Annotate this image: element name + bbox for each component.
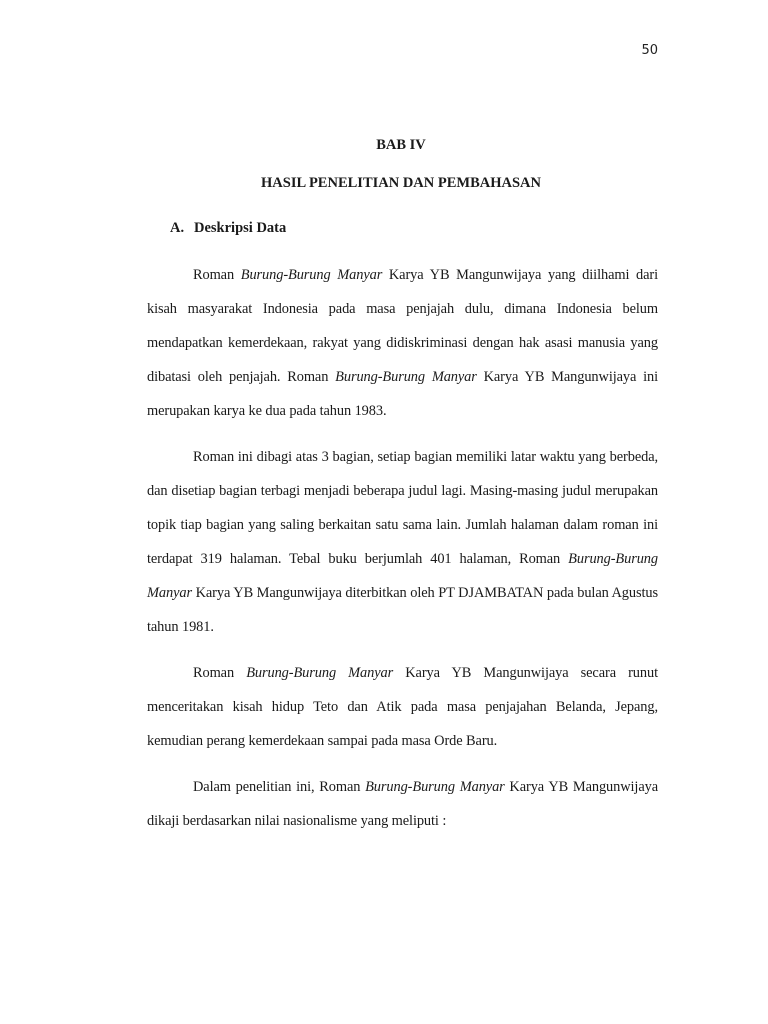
paragraph-text: Dalam penelitian ini, Roman (193, 779, 366, 795)
paragraph-text: Karya YB Mangunwijaya diterbitkan oleh PT DJAMBATAN pada bulan Agustus tahun 1981. (147, 585, 658, 635)
section-marker: A. (170, 220, 185, 236)
paragraph-1 (147, 258, 658, 428)
paragraph-2 (147, 440, 658, 644)
paragraph-text: Karya YB Mangunwijaya ini merupakan karya ke dua pada tahun 1983. (147, 369, 659, 419)
section-title: Deskripsi Data (194, 220, 287, 236)
paragraph-text: Karya YB Mangunwijaya dikaji berdasarkan nilai nasionalisme yang meliputi : (147, 779, 658, 829)
chapter-title: HASIL PENELITIAN DAN PEMBAHASAN (261, 175, 541, 191)
paragraph-text: Roman (193, 665, 247, 681)
chapter-label: BAB IV (376, 137, 426, 153)
paragraph-4 (147, 770, 658, 838)
book-title-italic: Burung-Burung Manyar (147, 551, 658, 601)
book-title-italic: Burung-Burung Manyar (246, 665, 394, 681)
paragraph-3 (147, 656, 658, 758)
page-number: 50 (641, 43, 658, 58)
book-title-italic: Burung-Burung Manyar (365, 779, 505, 795)
paragraph-text: Roman ini dibagi atas 3 bagian, setiap bagian memiliki latar waktu yang berbeda, dan disetiap bagian terbagi menjadi beberapa judul lagi. Masing-masing judul merupakan topik tiap bagian yang saling berkaitan satu sama lain. Jumlah halaman dalam roman ini terdapat 319 halaman. Tebal buku berjumlah 401 halaman, Roman (147, 449, 658, 567)
book-title-italic: Burung-Burung Manyar (240, 267, 383, 283)
body-text (147, 258, 658, 838)
book-title-italic: Burung-Burung Manyar (335, 369, 477, 385)
section-heading (170, 220, 286, 237)
paragraph-text: Karya YB Mangunwijaya yang diilhami dari kisah masyarakat Indonesia pada masa penjajah dulu, dimana Indonesia belum mendapatkan kemerdekaan, rakyat yang didiskriminasi dengan hak asasi manusia yang dibatasi oleh penjajah. Roman (147, 267, 658, 385)
paragraph-text: Karya YB Mangunwijaya secara runut menceritakan kisah hidup Teto dan Atik pada masa penjajahan Belanda, Jepang, kemudian perang kemerdekaan sampai pada masa Orde Baru. (147, 665, 658, 749)
paragraph-text: Roman (193, 267, 241, 283)
